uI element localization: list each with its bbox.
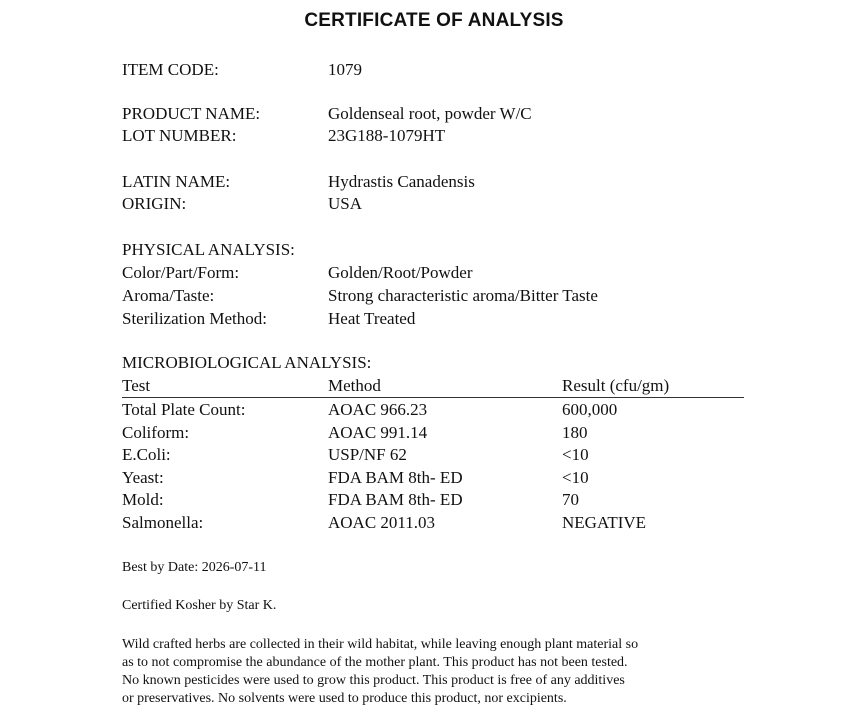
result-cell: <10 [562,467,589,487]
product-name-label: PRODUCT NAME: [122,104,261,123]
disclaimer-line: or preservatives. No solvents were used to produce this product, nor excipients. [122,691,567,706]
product-name-value: Goldenseal root, powder W/C [328,104,532,123]
table-row [122,445,744,468]
column-header-test: Test [122,376,151,395]
table-header-row [122,376,744,398]
test-cell: Coliform: [122,422,190,442]
method-cell: FDA BAM 8th- ED [328,467,463,487]
latin-name-value: Hydrastis Canadensis [328,172,475,191]
latin-name-label: LATIN NAME: [122,172,231,191]
test-cell: Yeast: [122,467,164,487]
physical-label: Sterilization Method: [122,309,267,328]
table-body [122,400,744,535]
origin-value: USA [328,194,363,213]
microbiological-table [122,376,744,533]
table-row [122,513,744,536]
item-code-label: ITEM CODE: [122,60,219,79]
best-by-date: Best by Date: 2026-07-11 [122,560,267,575]
physical-value: Golden/Root/Powder [328,263,473,282]
item-code-value: 1079 [328,60,362,79]
column-header-method: Method [328,376,381,395]
disclaimer-paragraph [122,636,762,708]
method-cell: USP/NF 62 [328,445,407,464]
test-cell: Total Plate Count: [122,400,246,419]
physical-value: Heat Treated [328,309,416,328]
table-row [122,490,744,513]
lot-number-value: 23G188-1079HT [328,126,446,145]
page-title: CERTIFICATE OF ANALYSIS [304,10,564,31]
table-row [122,423,744,446]
column-header-result: Result (cfu/gm) [562,376,670,395]
test-cell: Salmonella: [122,512,204,532]
disclaimer-line: No known pesticides were used to grow this product. This product is free of any additives [122,673,625,688]
result-cell: 180 [562,422,588,442]
physical-label: Color/Part/Form: [122,263,240,282]
physical-label: Aroma/Taste: [122,286,215,305]
kosher-certification: Certified Kosher by Star K. [122,598,277,613]
microbiological-analysis-heading: MICROBIOLOGICAL ANALYSIS: [122,353,372,372]
method-cell: AOAC 2011.03 [328,512,436,532]
table-row [122,468,744,491]
disclaimer-line: as to not compromise the abundance of the mother plant. This product has not been tested. [122,655,628,670]
lot-number-label: LOT NUMBER: [122,126,237,145]
result-cell: NEGATIVE [562,512,647,532]
disclaimer-line: Wild crafted herbs are collected in their wild habitat, while leaving enough plant material so [122,637,639,652]
test-cell: E.Coli: [122,445,171,464]
result-cell: 70 [562,490,579,509]
method-cell: AOAC 966.23 [328,400,428,419]
method-cell: FDA BAM 8th- ED [328,490,463,509]
physical-analysis-heading: PHYSICAL ANALYSIS: [122,240,295,259]
origin-label: ORIGIN: [122,194,187,213]
result-cell: 600,000 [562,400,618,419]
table-row [122,400,744,423]
method-cell: AOAC 991.14 [328,422,428,442]
test-cell: Mold: [122,490,164,509]
physical-value: Strong characteristic aroma/Bitter Taste [328,286,598,305]
result-cell: <10 [562,445,589,464]
